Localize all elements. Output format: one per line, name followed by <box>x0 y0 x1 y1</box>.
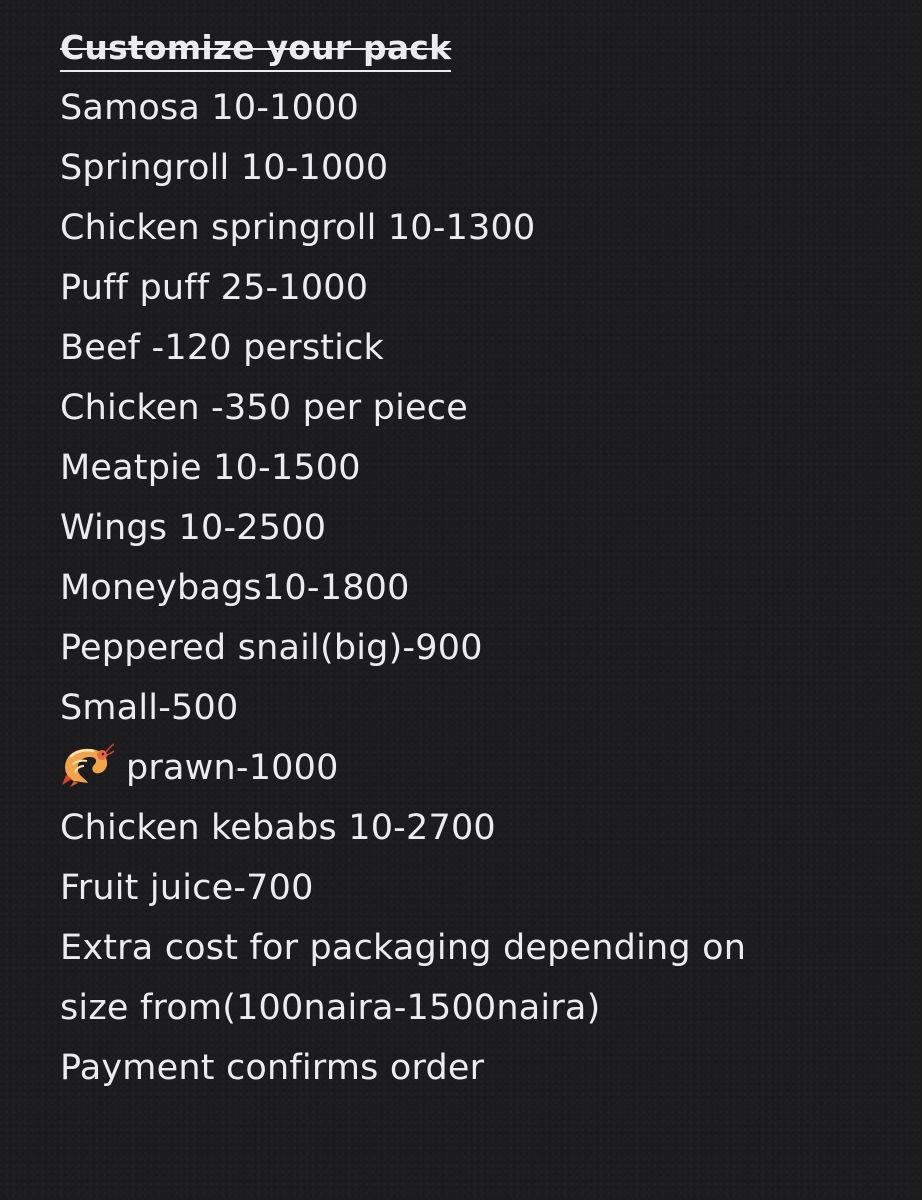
payment-note: Payment confirms order <box>60 1048 485 1088</box>
menu-line-prawn <box>60 738 860 798</box>
note-body[interactable] <box>60 18 860 1098</box>
shrimp-icon <box>60 743 114 787</box>
menu-line-moneybags: Moneybags10-1800 <box>60 568 410 608</box>
packaging-note-line-1: Extra cost for packaging depending on <box>60 928 747 968</box>
menu-line-prawn-text: prawn-1000 <box>126 748 339 788</box>
menu-line-chicken-springroll: Chicken springroll 10-1300 <box>60 208 536 248</box>
menu-line-chicken-kebabs: Chicken kebabs 10-2700 <box>60 808 496 848</box>
packaging-note-line-2: size from(100naira-1500naira) <box>60 988 601 1028</box>
menu-line-fruit-juice: Fruit juice-700 <box>60 868 314 908</box>
menu-line-meatpie: Meatpie 10-1500 <box>60 448 361 488</box>
menu-line-springroll: Springroll 10-1000 <box>60 148 389 188</box>
menu-line-small: Small-500 <box>60 688 239 728</box>
title-underline <box>60 26 451 72</box>
note-title: Customize your pack <box>60 28 452 67</box>
menu-line-wings: Wings 10-2500 <box>60 508 327 548</box>
menu-line-beef: Beef -120 perstick <box>60 328 385 368</box>
menu-line-puff-puff: Puff puff 25-1000 <box>60 268 369 308</box>
menu-line-chicken: Chicken -350 per piece <box>60 388 468 428</box>
menu-line-peppered-snail: Peppered snail(big)-900 <box>60 628 483 668</box>
note-title-line <box>60 18 860 78</box>
menu-line-samosa: Samosa 10-1000 <box>60 88 360 128</box>
